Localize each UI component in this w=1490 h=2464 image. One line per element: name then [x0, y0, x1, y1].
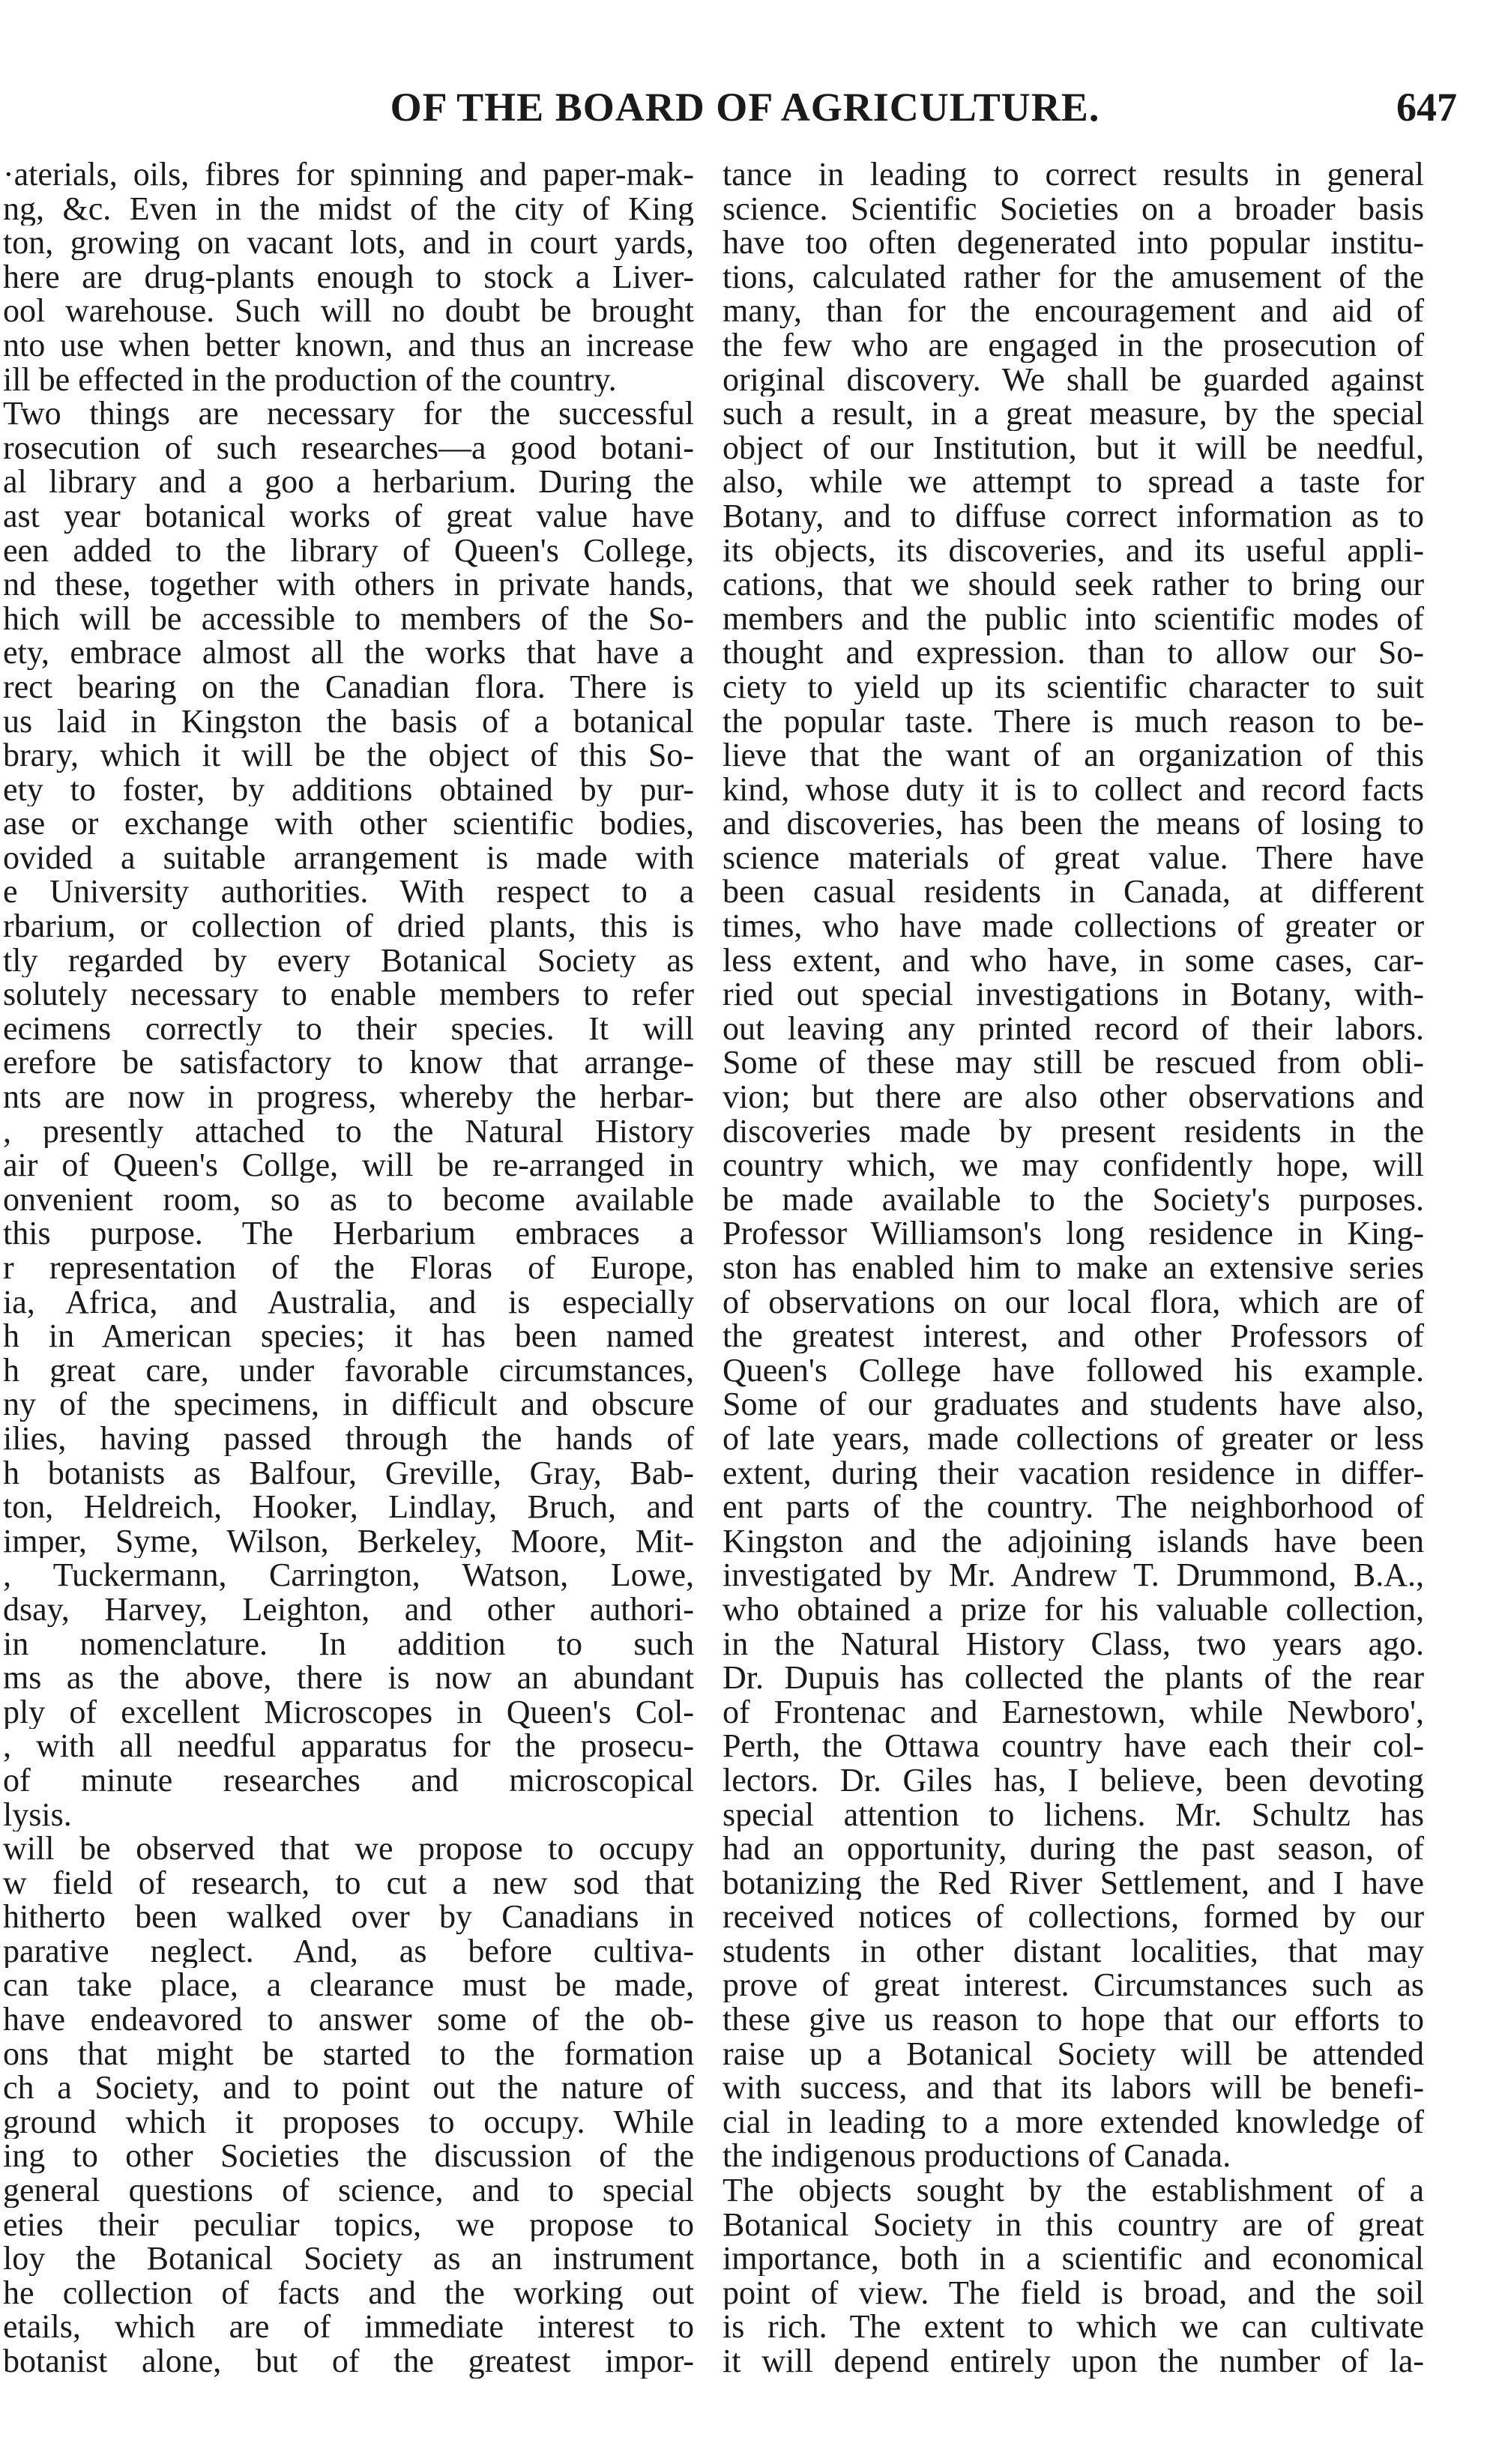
- text-line: investigated by Mr. Andrew T. Drummond, B.A.,: [723, 1558, 1424, 1592]
- text-line: onvenient room, so as to become available: [3, 1182, 694, 1217]
- text-line: parative neglect. And, as before cultiva-: [3, 1933, 694, 1969]
- text-line: tions, calculated rather for the amusement of the: [723, 259, 1424, 295]
- text-line: ia, Africa, and Australia, and is especially: [3, 1284, 694, 1320]
- text-line: ciety to yield up its scientific character to suit: [723, 669, 1424, 704]
- text-line: discoveries made by present residents in the: [723, 1114, 1424, 1149]
- text-line: h in American species; it has been named: [3, 1319, 694, 1353]
- text-line: lectors. Dr. Giles has, I believe, been devoting: [723, 1763, 1424, 1798]
- text-line: less extent, and who have, in some cases, car-: [723, 943, 1424, 978]
- text-line: rbarium, or collection of dried plants, this is: [3, 909, 694, 943]
- text-line: botanist alone, but of the greatest impor-: [3, 2344, 694, 2379]
- text-line: this purpose. The Herbarium embraces a: [3, 1216, 694, 1251]
- text-line: solutely necessary to enable members to refer: [3, 977, 694, 1012]
- text-line: hich will be accessible to members of the So-: [3, 601, 694, 636]
- text-line: imper, Syme, Wilson, Berkeley, Moore, Mit-: [3, 1524, 694, 1559]
- text-line: Botanical Society in this country are of great: [723, 2207, 1424, 2242]
- text-line: in nomenclature. In addition to such: [3, 1626, 694, 1661]
- text-line: lysis.: [3, 1797, 72, 1832]
- text-line: science materials of great value. There have: [723, 840, 1424, 875]
- text-line: al library and a goo a herbarium. During the: [3, 465, 694, 499]
- text-line: Some of our graduates and students have also,: [723, 1387, 1424, 1422]
- text-line: its objects, its discoveries, and its useful appli-: [723, 533, 1424, 568]
- right-column: [720, 157, 1430, 2436]
- text-line: point of view. The field is broad, and the soil: [723, 2275, 1424, 2310]
- text-line: us laid in Kingston the basis of a botanical: [3, 704, 694, 739]
- text-line: nto use when better known, and thus an increase: [3, 327, 694, 363]
- text-line: be made available to the Society's purposes.: [723, 1182, 1424, 1217]
- text-line: ply of excellent Microscopes in Queen's Col-: [3, 1694, 694, 1730]
- text-line: the greatest interest, and other Professors of: [723, 1319, 1424, 1353]
- text-line: ch a Society, and to point out the nature of: [3, 2071, 694, 2105]
- text-line: ston has enabled him to make an extensive series: [723, 1251, 1424, 1285]
- text-line: had an opportunity, during the past season, of: [723, 1832, 1424, 1866]
- text-line: of Frontenac and Earnestown, while Newboro',: [723, 1694, 1424, 1730]
- text-line: also, while we attempt to spread a taste for: [723, 465, 1424, 499]
- text-line: cial in leading to a more extended knowledge of: [723, 2104, 1424, 2140]
- text-line: brary, which it will be the object of this So-: [3, 738, 694, 773]
- text-line: will be observed that we propose to occupy: [3, 1832, 694, 1866]
- text-line: ilies, having passed through the hands of: [3, 1421, 694, 1456]
- text-line: ton, growing on vacant lots, and in court yards,: [3, 226, 694, 260]
- text-line: and discoveries, has been the means of losing to: [723, 806, 1424, 841]
- text-line: such a result, in a great measure, by the special: [723, 396, 1424, 431]
- text-line: importance, both in a scientific and economical: [723, 2241, 1424, 2276]
- text-line: ms as the above, there is now an abundant: [3, 1661, 694, 1695]
- text-line: Some of these may still be rescued from obli-: [723, 1045, 1424, 1081]
- text-line: is rich. The extent to which we can cultivate: [723, 2310, 1424, 2344]
- text-line: The objects sought by the establishment of a: [723, 2173, 1424, 2208]
- text-line: of observations on our local flora, which are of: [723, 1284, 1424, 1320]
- text-line: general questions of science, and to special: [3, 2173, 694, 2208]
- text-line: received notices of collections, formed by our: [723, 1900, 1424, 1934]
- text-line: tly regarded by every Botanical Society as: [3, 943, 694, 978]
- text-line: nts are now in progress, whereby the herbar-: [3, 1080, 694, 1114]
- text-line: eties their peculiar topics, we propose to: [3, 2207, 694, 2242]
- text-line: r representation of the Floras of Europe,: [3, 1251, 694, 1285]
- text-line: h great care, under favorable circumstances,: [3, 1353, 694, 1388]
- text-line: in the Natural History Class, two years ago.: [723, 1626, 1424, 1661]
- left-column: [0, 157, 697, 2436]
- text-line: extent, during their vacation residence in differ-: [723, 1455, 1424, 1491]
- text-line: botanizing the Red River Settlement, and I have: [723, 1865, 1424, 1900]
- text-line: ool warehouse. Such will no doubt be brought: [3, 294, 694, 328]
- text-line: rect bearing on the Canadian flora. There is: [3, 669, 694, 704]
- text-line: rosecution of such researches—a good botani-: [3, 430, 694, 465]
- text-line: w field of research, to cut a new sod that: [3, 1865, 694, 1900]
- text-line: kind, whose duty it is to collect and record facts: [723, 772, 1424, 807]
- text-line: ng, &c. Even in the midst of the city of King: [3, 191, 694, 226]
- text-line: many, than for the encouragement and aid of: [723, 294, 1424, 328]
- text-line: it will depend entirely upon the number of la-: [723, 2344, 1424, 2379]
- text-line: these give us reason to hope that our efforts to: [723, 2002, 1424, 2037]
- text-line: who obtained a prize for his valuable collection,: [723, 1592, 1424, 1627]
- text-line: vion; but there are also other observations and: [723, 1080, 1424, 1114]
- text-line: with success, and that its labors will be benefi-: [723, 2071, 1424, 2105]
- text-line: dsay, Harvey, Leighton, and other authori-: [3, 1592, 694, 1627]
- text-line: prove of great interest. Circumstances such as: [723, 1968, 1424, 2003]
- text-line: ecimens correctly to their species. It will: [3, 1011, 694, 1046]
- text-line: een added to the library of Queen's College,: [3, 533, 694, 568]
- text-line: object of our Institution, but it will be needful,: [723, 430, 1424, 465]
- text-line: Two things are necessary for the successful: [3, 396, 694, 431]
- text-line: cations, that we should seek rather to bring our: [723, 567, 1424, 602]
- text-line: students in other distant localities, that may: [723, 1933, 1424, 1969]
- text-line: the few who are engaged in the prosecution of: [723, 327, 1424, 363]
- text-line: , with all needful apparatus for the prosecu-: [3, 1729, 694, 1763]
- text-line: air of Queen's Collge, will be re-arranged in: [3, 1148, 694, 1183]
- text-line: hitherto been walked over by Canadians in: [3, 1900, 694, 1934]
- text-line: the indigenous productions of Canada.: [723, 2139, 1231, 2174]
- text-line: ing to other Societies the discussion of the: [3, 2139, 694, 2174]
- text-line: Perth, the Ottawa country have each their col-: [723, 1729, 1424, 1763]
- text-line: tance in leading to correct results in general: [723, 157, 1424, 192]
- text-line: here are drug-plants enough to stock a Liver-: [3, 259, 694, 295]
- text-line: loy the Botanical Society as an instrument: [3, 2241, 694, 2276]
- text-line: Professor Williamson's long residence in King-: [723, 1216, 1424, 1251]
- text-line: out leaving any printed record of their labors.: [723, 1011, 1424, 1046]
- text-line: the popular taste. There is much reason to be-: [723, 704, 1424, 739]
- text-line: thought and expression. than to allow our So-: [723, 635, 1424, 670]
- text-line: Queen's College have followed his example.: [723, 1353, 1424, 1388]
- text-line: he collection of facts and the working out: [3, 2275, 694, 2310]
- text-line: h botanists as Balfour, Greville, Gray, Bab-: [3, 1455, 694, 1491]
- text-line: ground which it proposes to occupy. While: [3, 2104, 694, 2140]
- text-line: Botany, and to diffuse correct information as to: [723, 498, 1424, 534]
- text-line: can take place, a clearance must be made,: [3, 1968, 694, 2003]
- text-line: ton, Heldreich, Hooker, Lindlay, Bruch, and: [3, 1490, 694, 1524]
- text-line: e University authorities. With respect to a: [3, 875, 694, 910]
- text-line: ast year botanical works of great value have: [3, 498, 694, 534]
- text-line: times, who have made collections of greater or: [723, 909, 1424, 943]
- text-line: Dr. Dupuis has collected the plants of the rear: [723, 1661, 1424, 1695]
- text-line: , Tuckermann, Carrington, Watson, Lowe,: [3, 1558, 694, 1592]
- text-line: of minute researches and microscopical: [3, 1763, 694, 1798]
- text-line: lieve that the want of an organization of this: [723, 738, 1424, 773]
- text-line: nd these, together with others in private hands,: [3, 567, 694, 602]
- running-title: OF THE BOARD OF AGRICULTURE.: [390, 85, 1100, 130]
- text-line: ·aterials, oils, fibres for spinning and paper-mak-: [3, 157, 694, 192]
- text-line: have endeavored to answer some of the ob-: [3, 2002, 694, 2037]
- running-head: [0, 81, 1490, 133]
- page-number: 647: [1396, 85, 1457, 130]
- text-line: etails, which are of immediate interest to: [3, 2310, 694, 2344]
- text-line: ase or exchange with other scientific bodies,: [3, 806, 694, 841]
- text-line: country which, we may confidently hope, will: [723, 1148, 1424, 1183]
- text-line: ny of the specimens, in difficult and obscure: [3, 1387, 694, 1422]
- text-line: ety to foster, by additions obtained by pur-: [3, 772, 694, 807]
- text-line: been casual residents in Canada, at different: [723, 875, 1424, 910]
- text-line: of late years, made collections of greater or less: [723, 1421, 1424, 1456]
- text-line: members and the public into scientific modes of: [723, 601, 1424, 636]
- text-line: raise up a Botanical Society will be attended: [723, 2036, 1424, 2071]
- text-line: ety, embrace almost all the works that have a: [3, 635, 694, 670]
- text-line: original discovery. We shall be guarded against: [723, 362, 1424, 397]
- text-line: ent parts of the country. The neighborhood of: [723, 1490, 1424, 1524]
- text-line: special attention to lichens. Mr. Schultz has: [723, 1797, 1424, 1832]
- text-line: Kingston and the adjoining islands have been: [723, 1524, 1424, 1559]
- text-line: ons that might be started to the formation: [3, 2036, 694, 2071]
- text-line: ried out special investigations in Botany, with-: [723, 977, 1424, 1012]
- text-line: science. Scientific Societies on a broader basis: [723, 191, 1424, 226]
- text-line: , presently attached to the Natural History: [3, 1114, 694, 1149]
- text-line: ovided a suitable arrangement is made with: [3, 840, 694, 875]
- text-line: ill be effected in the production of the country.: [3, 362, 617, 397]
- text-line: erefore be satisfactory to know that arrange-: [3, 1045, 694, 1081]
- text-line: have too often degenerated into popular institu-: [723, 226, 1424, 260]
